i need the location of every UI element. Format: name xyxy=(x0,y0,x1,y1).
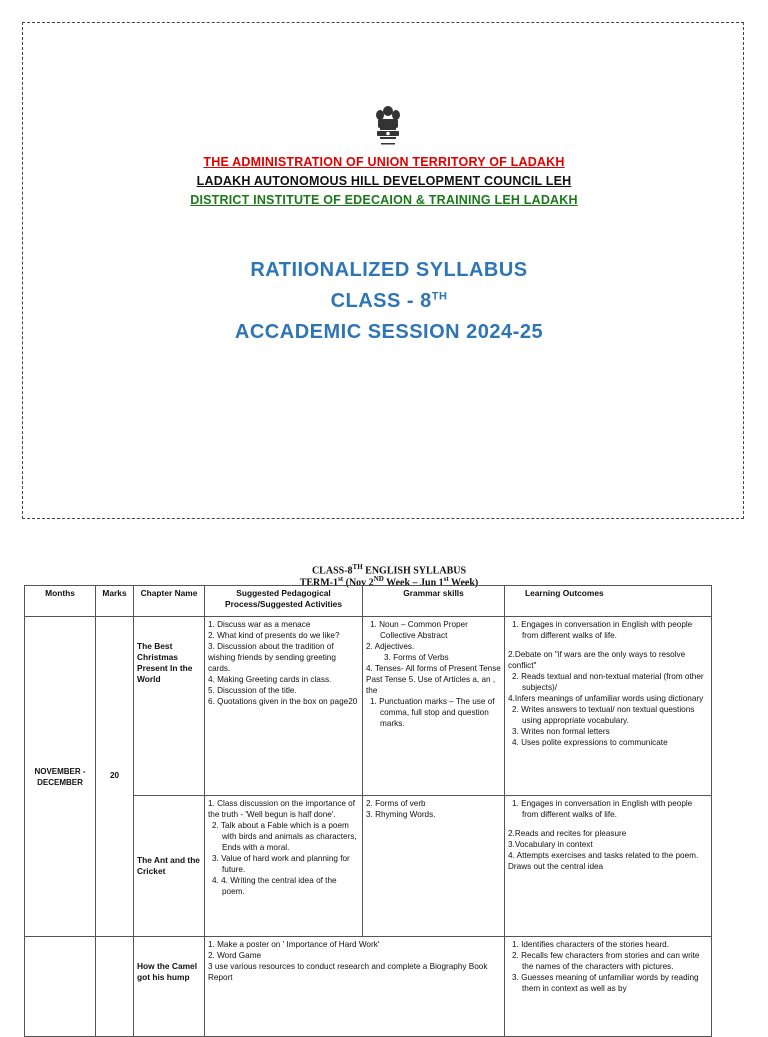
syllabus-title: RATIIONALIZED SYLLABUS xyxy=(250,259,528,281)
marks-cell-empty xyxy=(96,937,134,1037)
marks-cell: 20 xyxy=(96,617,134,937)
table-header-row xyxy=(25,586,712,617)
col-chapter: Chapter Name xyxy=(134,586,205,617)
term-heading: TERM-1st (Nov 2ND Week – Jun 1st Week) xyxy=(299,575,479,589)
activities-cell: 1. Class discussion on the importance of the truth - 'Well begun is half done'. 2. Talk about a Fable which is a poem with birds and animals as characters, Ends with a moral. 3. Value of hard work and planning for future. 4. 4. Writing the central idea of the poem. xyxy=(205,796,363,937)
col-outcomes: Learning Outcomes xyxy=(505,586,712,617)
activities-cell: 1. Discuss war as a menace 2. What kind of presents do we like? 3. Discussion about the tradition of wishing friends by sending greeting cards. 4. Making Greeting cards in class. 5. Discussion of the title. 6. Quotations given in the box on page20 xyxy=(205,617,363,796)
outcomes-cell: 1. Engages in conversation in English with people from different walks of life. 2.Reads and recites for pleasure 3.Vocabulary in context 4. Attempts exercises and tasks related to the poem. Draws out the central idea xyxy=(505,796,712,937)
chapter-cell: How the Camel got his hump xyxy=(134,937,205,1037)
table-row xyxy=(25,937,712,1037)
month-cell-empty xyxy=(25,937,96,1037)
table-row xyxy=(25,617,712,796)
activities-cell: 1. Make a poster on ' Importance of Hard Work' 2. Word Game 3 use various resources to conduct research and complete a Biography Book Report xyxy=(205,937,505,1037)
grammar-cell: 1. Noun – Common Proper Collective Abstract 2. Adjectives. 3. Forms of Verbs 4. Tenses- All forms of Present Tense Past Tense 5. Use of Articles a, an , the 1. Punctuation marks – The use of comma, full stop and question marks. xyxy=(363,617,505,796)
col-activities: Suggested Pedagogical Process/Suggested Activities xyxy=(205,586,363,617)
outcomes-cell: 1. Identifies characters of the stories heard. 2. Recalls few characters from stories and can write the names of the characters with pictures. 3. Guesses meaning of unfamiliar words by reading them in context as well as by xyxy=(505,937,712,1037)
month-cell: NOVEMBER - DECEMBER xyxy=(25,617,96,937)
council-heading: LADAKH AUTONOMOUS HILL DEVELOPMENT COUNCIL LEH xyxy=(196,174,572,188)
chapter-cell: The Best Christmas Present In the World xyxy=(134,617,205,796)
class-title: CLASS - 8TH xyxy=(330,290,448,312)
institute-heading: DISTRICT INSTITUTE OF EDECAION & TRAINING LEH LADAKH xyxy=(190,193,578,207)
chapter-cell: The Ant and the Cricket xyxy=(134,796,205,937)
syllabus-table xyxy=(24,585,712,1037)
col-grammar: Grammar skills xyxy=(363,586,505,617)
col-marks: Marks xyxy=(96,586,134,617)
session-title: ACCADEMIC SESSION 2024-25 xyxy=(234,321,544,343)
table-heading: CLASS-8TH ENGLISH SYLLABUS xyxy=(311,563,467,577)
col-months: Months xyxy=(25,586,96,617)
grammar-cell: 2. Forms of verb 3. Rhyming Words. xyxy=(363,796,505,937)
ashoka-emblem-icon xyxy=(374,105,402,151)
administration-heading: THE ADMINISTRATION OF UNION TERRITORY OF LADAKH xyxy=(203,155,565,169)
outcomes-cell: 1. Engages in conversation in English with people from different walks of life. 2.Debate on "if wars are the only ways to resolve conflict" 2. Reads textual and non-textual material (from other subjects)/ 4.Infers meanings of unfamiliar words using dictionary 2. Writes answers to textual/ non textual questions using appropriate vocabulary. 3. Writes non formal letters 4. Uses polite expressions to communicate xyxy=(505,617,712,796)
